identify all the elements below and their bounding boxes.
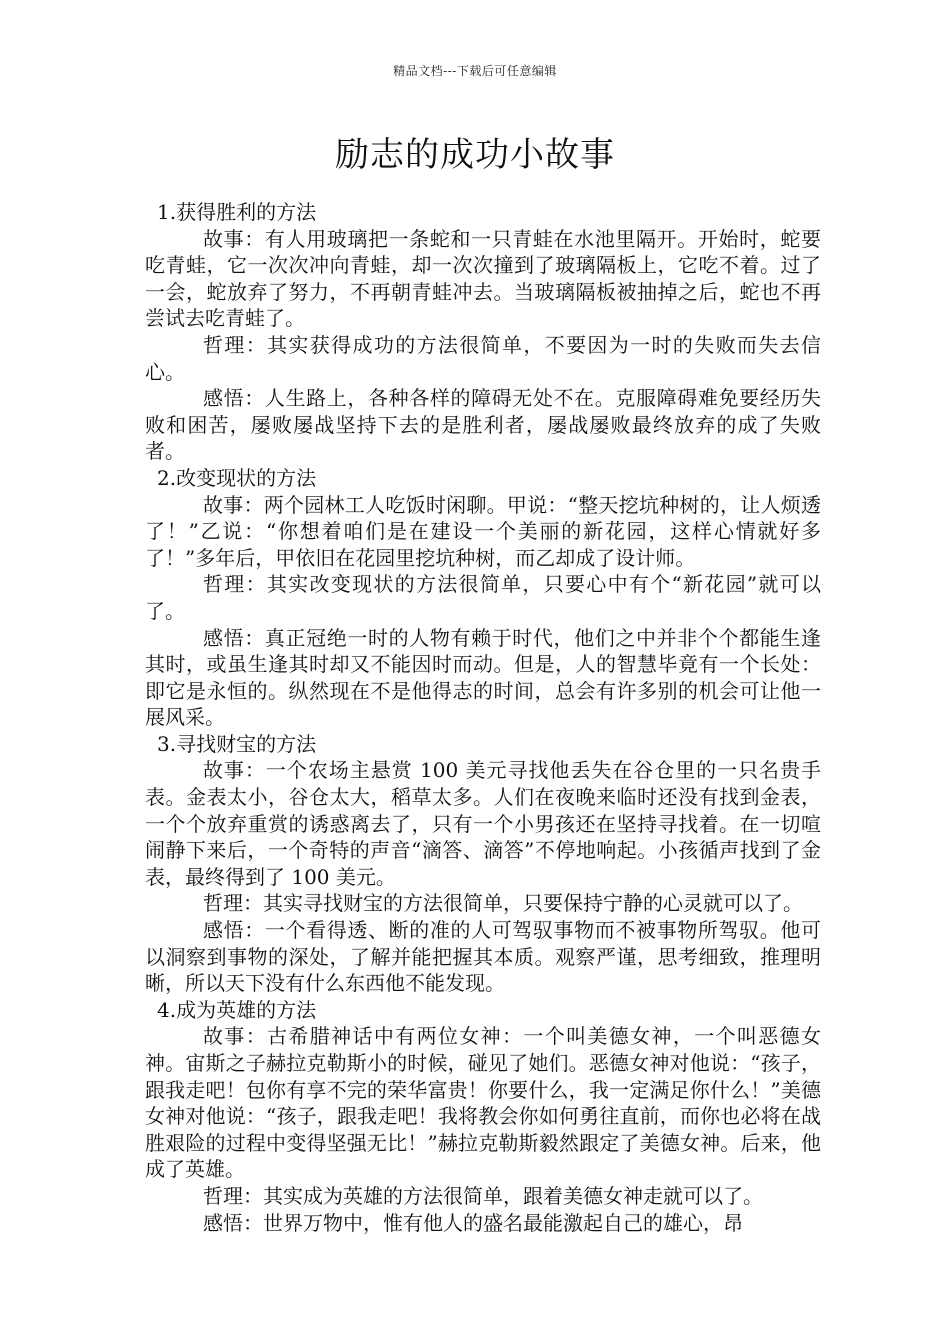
insight-paragraph: 感悟：世界万物中，惟有他人的盛名最能激起自己的雄心，昂: [203, 1210, 743, 1235]
section-heading: 2.改变现状的方法: [157, 465, 317, 490]
philosophy-paragraph: 哲理：其实获得成功的方法很简单，不要因为一时的失败而失去信心。: [145, 332, 821, 384]
story-paragraph: 故事：一个农场主悬赏 100 美元寻找他丢失在谷仓里的一只名贵手表。金表太小，谷仓太大，稻草太多。人们在夜晚来临时还没有找到金表，一个个放弃重赏的诱惑离去了，只有一个小男孩还在坚持寻找着。在一切喧闹静下来后，一个奇特的声音“滴答、滴答”不停地响起。小孩循声找到了金表，最终得到了 100 美元。: [145, 758, 821, 889]
story-paragraph: 故事：古希腊神话中有两位女神：一个叫美德女神，一个叫恶德女神。宙斯之子赫拉克勒斯小的时候，碰见了她们。恶德女神对他说：“孩子，跟我走吧！包你有享不完的荣华富贵！你要什么，我一定满足你什么！”美德女神对他说：“孩子，跟我走吧！我将教会你如何勇往直前，而你也必将在战胜艰险的过程中变得坚强无比！”赫拉克勒斯毅然跟定了美德女神。后来，他成了英雄。: [145, 1024, 821, 1182]
document-body: [145, 199, 821, 1236]
section-heading: 3.寻找财宝的方法: [157, 731, 317, 756]
section-4: [145, 997, 821, 1236]
section-heading: 4.成为英雄的方法: [157, 997, 317, 1022]
story-paragraph: 故事：两个园林工人吃饭时闲聊。甲说：“整天挖坑种树的，让人烦透了！”乙说：“你想着咱们是在建设一个美丽的新花园，这样心情就好多了！”多年后，甲依旧在花园里挖坑种树，而乙却成了设计师。: [145, 492, 821, 570]
philosophy-paragraph: 哲理：其实寻找财宝的方法很简单，只要保持宁静的心灵就可以了。: [203, 891, 803, 916]
section-heading: 1.获得胜利的方法: [157, 200, 317, 224]
philosophy-paragraph: 哲理：其实改变现状的方法很简单，只要心中有个“新花园”就可以了。: [145, 572, 821, 623]
insight-paragraph: 感悟：人生路上，各种各样的障碍无处不在。克服障碍难免要经历失败和困苦，屡败屡战坚持下去的是胜利者，屡战屡败最终放弃的成了失败者。: [145, 386, 821, 464]
section-1: [145, 199, 821, 465]
story-paragraph: 故事：有人用玻璃把一条蛇和一只青蛙在水池里隔开。开始时，蛇要吃青蛙，它一次次冲向青蛙，却一次次撞到了玻璃隔板上，它吃不着。过了一会，蛇放弃了努力，不再朝青蛙冲去。当玻璃隔板被抽掉之后，蛇也不再尝试去吃青蛙了。: [145, 226, 821, 331]
insight-paragraph: 感悟：真正冠绝一时的人物有赖于时代，他们之中并非个个都能生逢其时，或虽生逢其时却又不能因时而动。但是，人的智慧毕竟有一个长处：即它是永恒的。纵然现在不是他得志的时间，总会有许多别的机会可让他一展风采。: [145, 625, 821, 730]
document-title: 励志的成功小故事: [335, 135, 615, 175]
section-3: [145, 731, 821, 997]
section-2: [145, 465, 821, 731]
insight-paragraph: 感悟：一个看得透、断的准的人可驾驭事物而不被事物所驾驭。他可以洞察到事物的深处，了解并能把握其本质。观察严谨，思考细致，推理明晰，所以天下没有什么东西他不能发现。: [145, 918, 821, 996]
philosophy-paragraph: 哲理：其实成为英雄的方法很简单，跟着美德女神走就可以了。: [203, 1183, 763, 1208]
page-header: 精品文档---下载后可任意编辑: [393, 64, 557, 78]
